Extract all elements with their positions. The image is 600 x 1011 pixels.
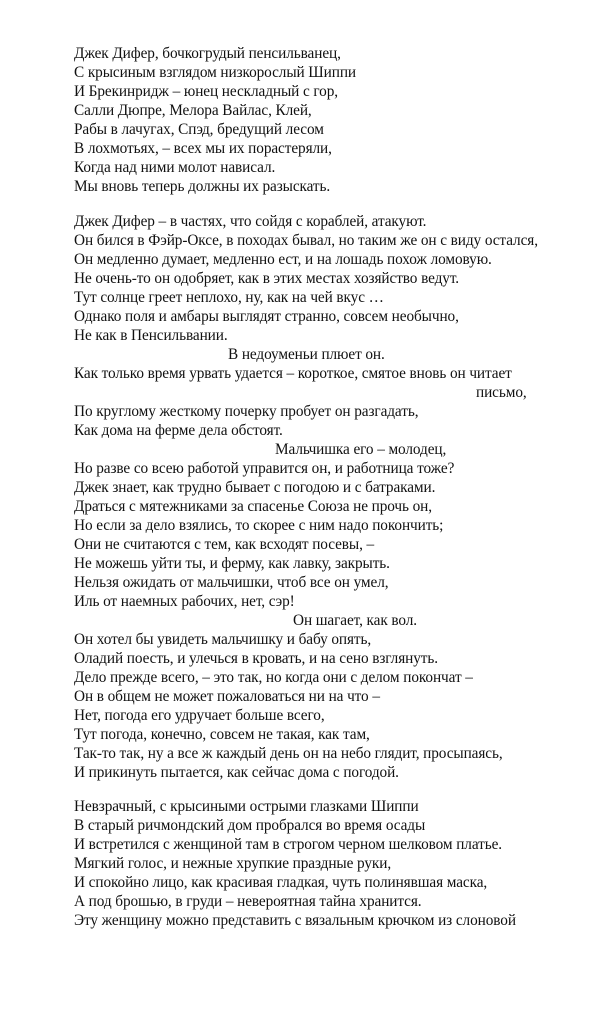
stanza2-line-7: Не как в Пенсильвании. xyxy=(74,327,228,344)
stanza3-line-5: И спокойно лицо, как красивая гладкая, чуть полинявшая маска, xyxy=(74,874,488,891)
stanza2-line-18: Не можешь уйти ты, и ферму, как лавку, закрыть. xyxy=(74,555,390,572)
stanza3-line-1: Невзрачный, с крысиными острыми глазками Шиппи xyxy=(74,798,419,815)
stanza3-line-4: Мягкий голос, и нежные хрупкие праздные руки, xyxy=(74,855,392,872)
stanza2-line-12: Мальчишка его – молодец, xyxy=(275,441,447,458)
stanza2-line-21: Он шагает, как вол. xyxy=(293,612,418,629)
stanza2-line-6: Однако поля и амбары выглядят странно, совсем необычно, xyxy=(74,308,459,325)
stanza2-line-28: Так-то так, ну а все ж каждый день он на небо глядит, просыпаясь, xyxy=(74,745,503,762)
stanza2-line-1: Джек Дифер – в частях, что сойдя с кораблей, атакуют. xyxy=(74,213,427,230)
stanza1-line-7: Когда над ними молот нависал. xyxy=(74,159,276,176)
stanza2-line-2: Он бился в Фэйр-Оксе, в походах бывал, но таким же он с виду остался, xyxy=(74,232,538,249)
stanza3-line-7: Эту женщину можно представить с вязальным крючком из слоновой xyxy=(74,912,516,929)
stanza2-line-17: Они не считаются с тем, как всходят посевы, – xyxy=(74,536,375,553)
stanza2-line-25: Он в общем не может пожаловаться ни на что – xyxy=(74,688,380,705)
stanza2-line-10: По круглому жесткому почерку пробует он разгадать, xyxy=(74,403,419,420)
stanza2-line-26: Нет, погода его удручает больше всего, xyxy=(74,707,325,724)
stanza2-line-13: Но разве со всею работой управится он, и работница тоже? xyxy=(74,460,455,477)
stanza2-line-24: Дело прежде всего, – это так, но когда они с делом покончат – xyxy=(74,669,473,686)
stanza2-line-15: Драться с мятежниками за спасенье Союза не прочь он, xyxy=(74,498,432,515)
stanza2-line-20: Иль от наемных рабочих, нет, сэр! xyxy=(74,593,295,610)
stanza2-line-29: И прикинуть пытается, как сейчас дома с погодой. xyxy=(74,764,399,781)
stanza1-line-5: Рабы в лачугах, Спэд, бредущий лесом xyxy=(74,121,324,138)
stanza2-line-11: Как дома на ферме дела обстоят. xyxy=(74,422,283,439)
stanza1-line-2: С крысиным взглядом низкорослый Шиппи xyxy=(74,64,356,81)
stanza2-line-19: Нельзя ожидать от мальчишки, чтоб все он умел, xyxy=(74,574,389,591)
stanza2-line-27: Тут погода, конечно, совсем не такая, как там, xyxy=(74,726,370,743)
stanza2-line-16: Но если за дело взялись, то скорее с ним надо покончить; xyxy=(74,517,444,534)
stanza3-line-6: А под брошью, в груди – невероятная тайна хранится. xyxy=(74,893,422,910)
stanza2-line-3: Он медленно думает, медленно ест, и на лошадь похож ломовую. xyxy=(74,251,492,268)
stanza1-line-1: Джек Дифер, бочкогрудый пенсильванец, xyxy=(74,45,341,62)
stanza1-line-4: Салли Дюпре, Мелора Вайлас, Клей, xyxy=(74,102,312,119)
stanza3-line-3: И встретился с женщиной там в строгом черном шелковом платье. xyxy=(74,836,503,853)
stanza2-line-9: Как только время урвать удается – короткое, смятое вновь он читает xyxy=(74,365,512,382)
stanza2-line-4: Не очень-то он одобряет, как в этих местах хозяйство ведут. xyxy=(74,270,459,287)
stanza1-line-8: Мы вновь теперь должны их разыскать. xyxy=(74,178,331,195)
stanza1-line-3: И Брекинридж – юнец нескладный с гор, xyxy=(74,83,338,100)
stanza2-line-22: Он хотел бы увидеть мальчишку и бабу опять, xyxy=(74,631,372,648)
stanza2-line-8: В недоуменьи плюет он. xyxy=(228,346,385,363)
stanza3-line-2: В старый ричмондский дом пробрался во время осады xyxy=(74,817,426,834)
stanza2-line-14: Джек знает, как трудно бывает с погодою и с батраками. xyxy=(74,479,436,496)
stanza1-line-6: В лохмотьях, – всех мы их порастеряли, xyxy=(74,140,332,157)
stanza2-line-9-continued: письмо, xyxy=(476,384,527,401)
stanza2-line-5: Тут солнце греет неплохо, ну, как на чей вкус … xyxy=(74,289,384,306)
stanza2-line-23: Оладий поесть, и улечься в кровать, и на сено взглянуть. xyxy=(74,650,438,667)
